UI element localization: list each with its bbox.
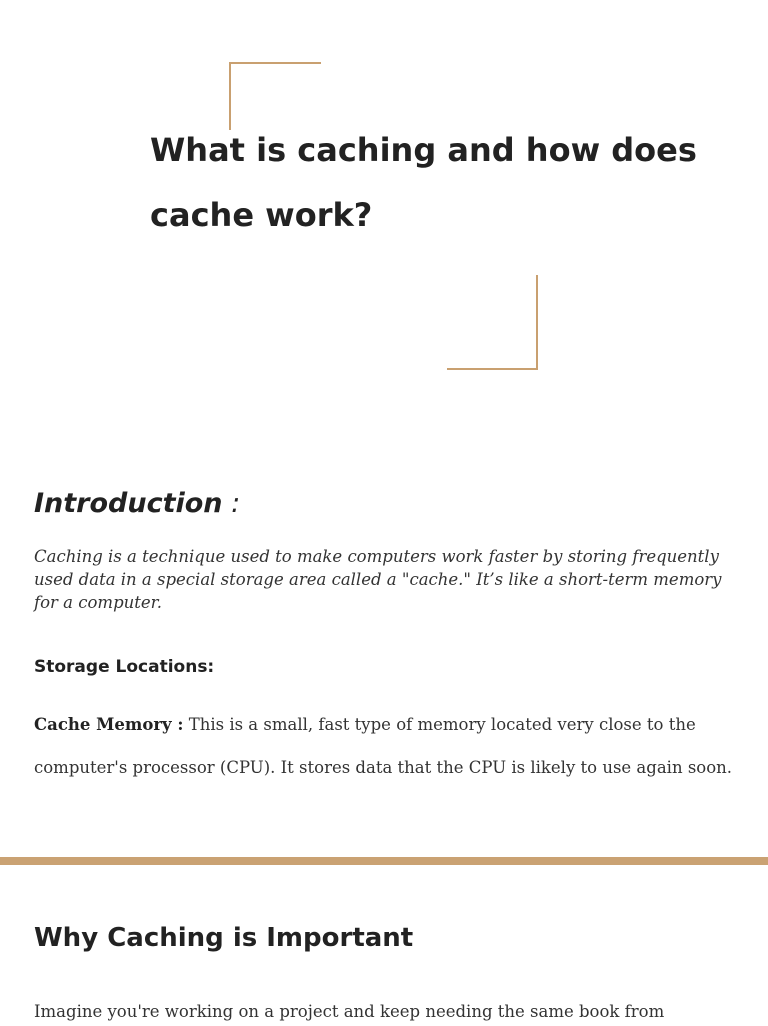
cache-memory-description: This is a small, fast type of memory located very close to the computer's processor (CPU). It stores data that the CPU is likely to use again soon. [34,715,733,777]
section-divider [0,857,768,865]
corner-accent-top-horizontal [230,62,321,64]
cache-memory-paragraph [34,703,734,789]
introduction-heading [34,484,240,524]
corner-accent-bottom-horizontal [447,368,538,370]
cache-memory-term: Cache Memory : [34,715,184,734]
why-caching-paragraph: Imagine you're working on a project and keep needing the same book from [34,1002,665,1021]
introduction-paragraph: Caching is a technique used to make computers work faster by storing frequently used data in a special storage area called a "cache." It’s like a short-term memory for a computer. [34,547,722,612]
page-title: What is caching and how does cache work? [150,131,697,234]
corner-accent-bottom-vertical [536,275,538,370]
introduction-heading-text: Introduction [34,488,223,519]
storage-locations-heading: Storage Locations: [34,657,215,677]
introduction-heading-colon: : [222,488,241,519]
why-caching-heading: Why Caching is Important [34,923,414,953]
